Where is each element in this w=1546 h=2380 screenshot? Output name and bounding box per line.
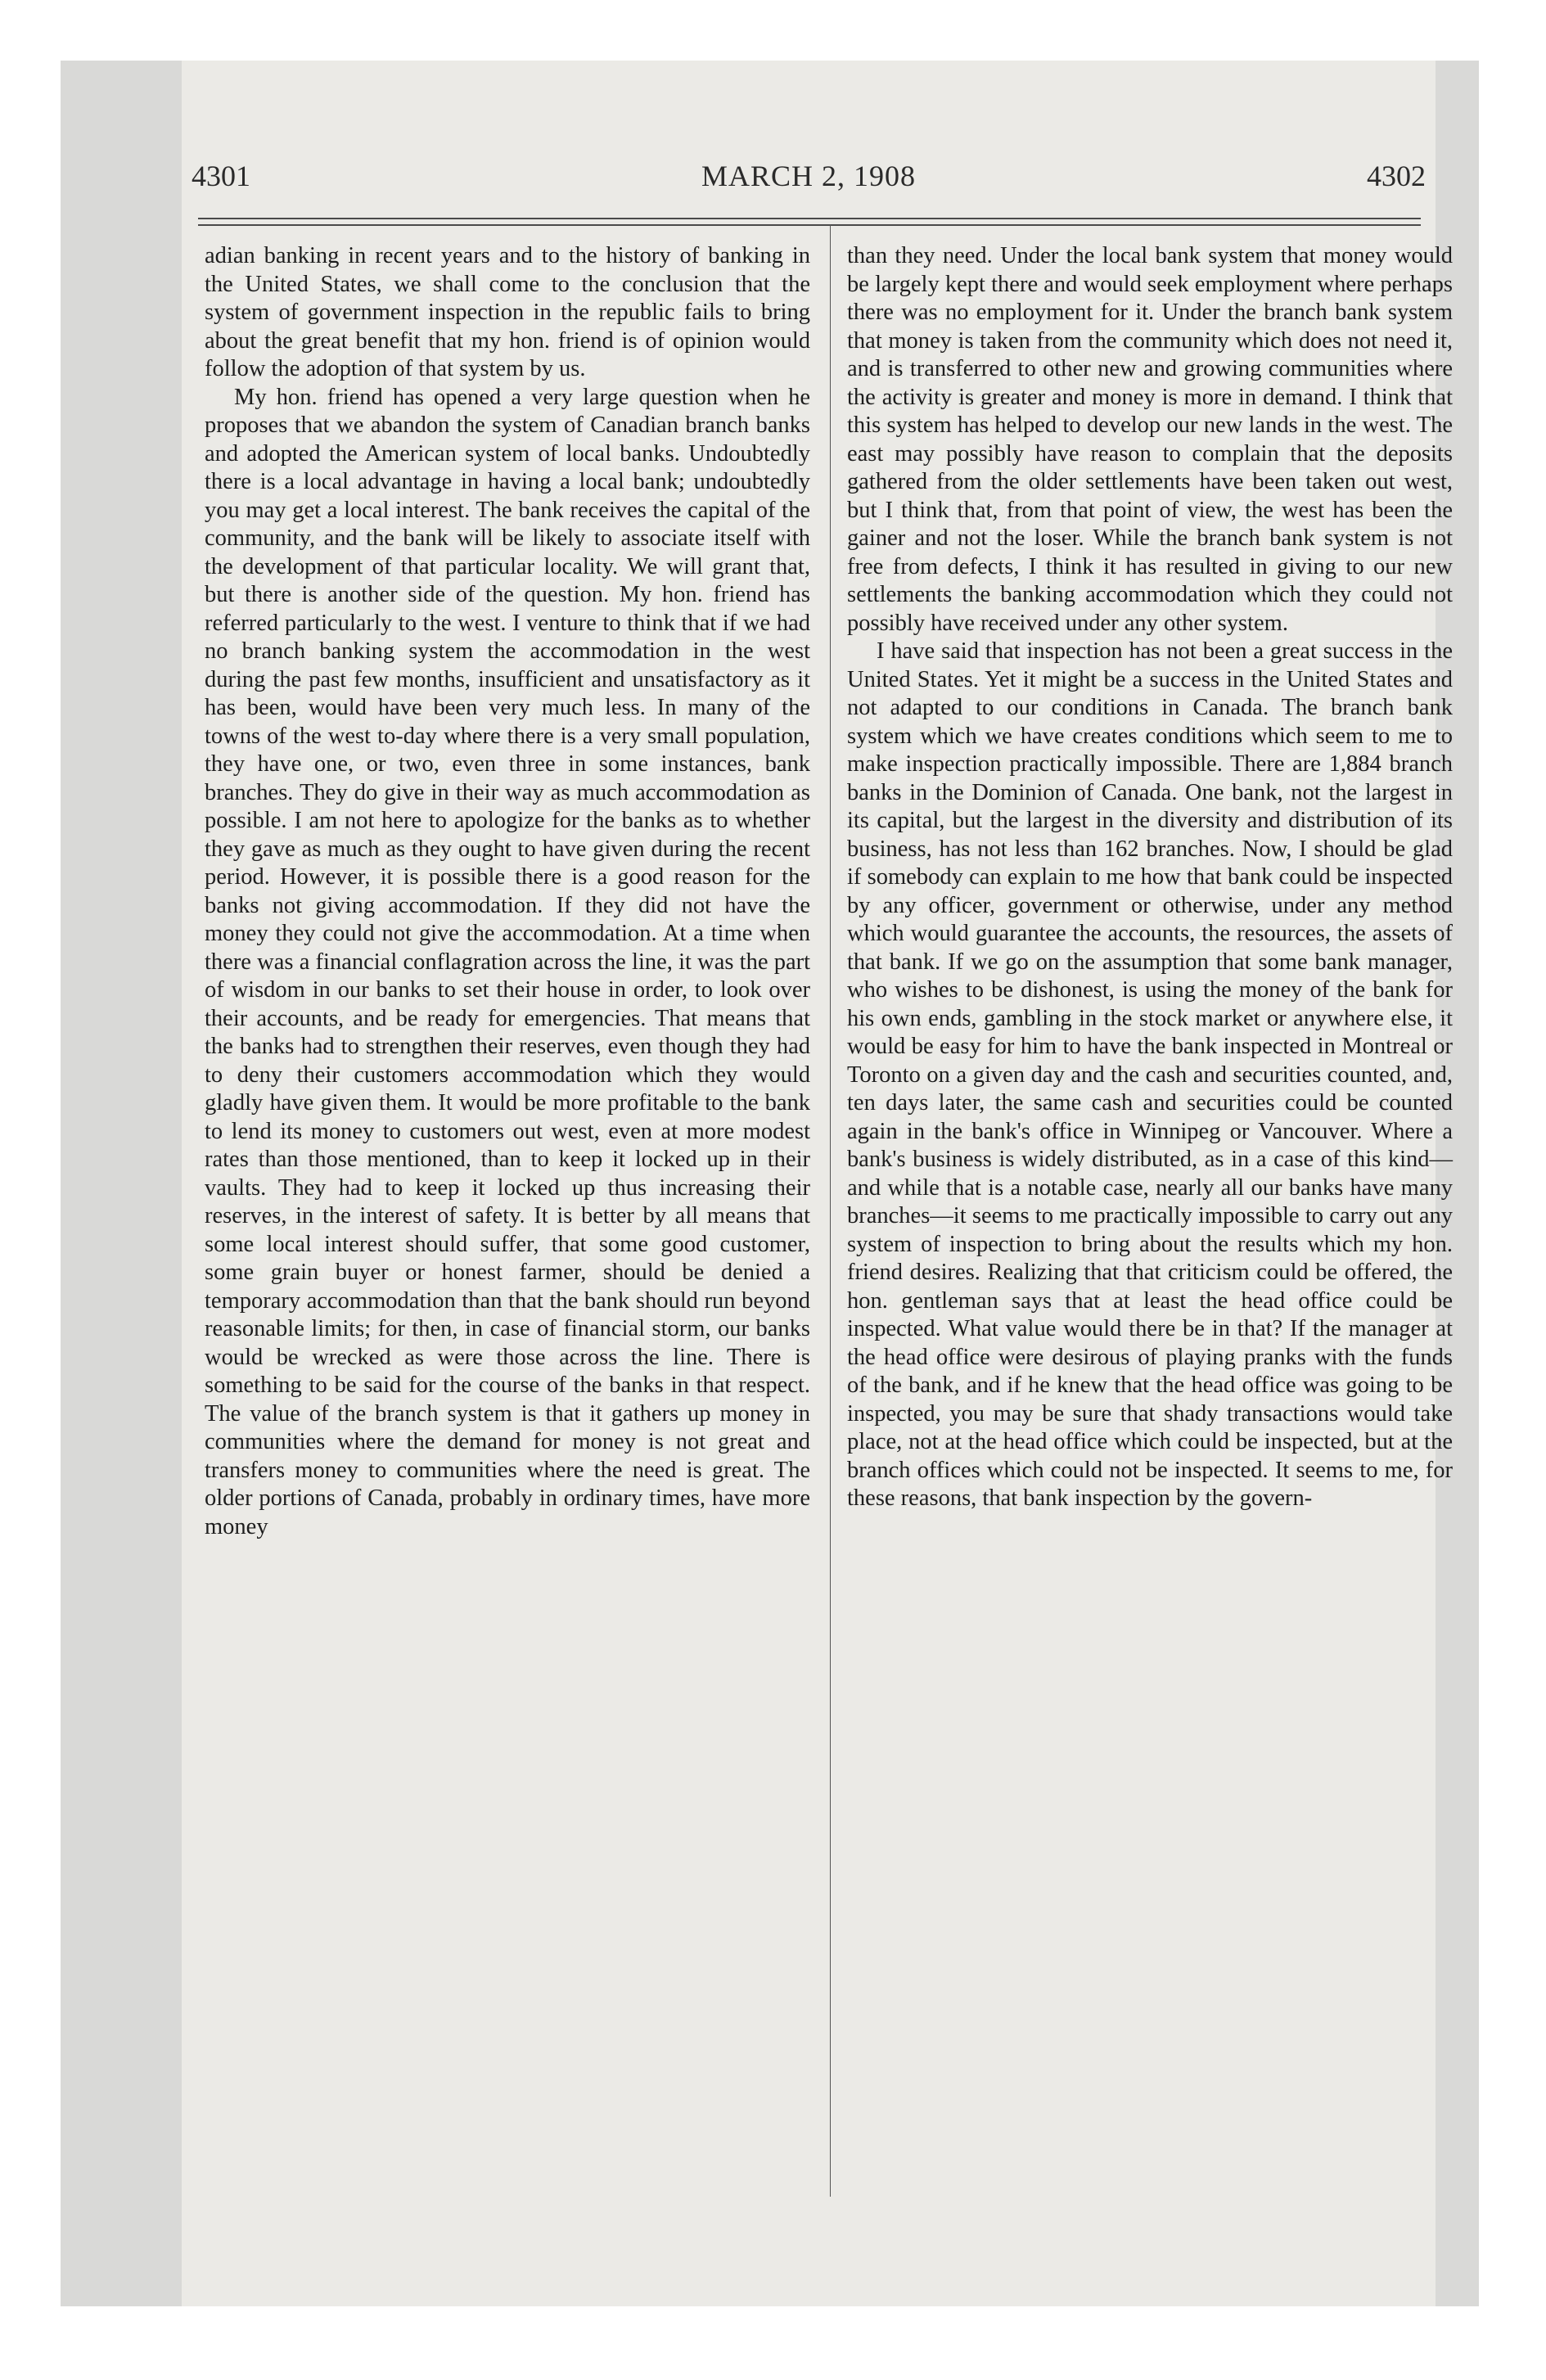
header-rule-bottom	[198, 224, 1421, 226]
running-head-date: MARCH 2, 1908	[701, 160, 917, 192]
right-column	[847, 242, 1453, 1513]
page-header	[182, 159, 1436, 208]
header-rule-top	[198, 218, 1421, 219]
paragraph: My hon. friend has opened a very large question when he proposes that we abandon the system of Canadian branch banks and adopted the American system of local banks. Undoubtedly there is a local advantage in having a local bank; undoubtedly you may get a local interest. The bank receives the capital of the community, and the bank will be likely to associate itself with the development of that particular locality. We will grant that, but there is another side of the question. My hon. friend has referred particularly to the west. I venture to think that if we had no branch banking system the accommodation in the west during the past few months, insufficient and unsatisfactory as it has been, would have been very much less. In many of the towns of the west to-day where there is a very small population, they have one, or two, even three in some instances, bank branches. They do give in their way as much accommodation as possible. I am not here to apologize for the banks as to whether they gave as much as they ought to have given during the recent period. However, it is possible there is a good reason for the banks not giving accommodation. If they did not have the money they could not give the accommodation. At a time when there was a financial conflagration across the line, it was the part of wisdom in our banks to set their house in order, to look over their accounts, and be ready for emergencies. That means that the banks had to strengthen their reserves, even though they had to deny their customers accommodation which they would gladly have given them. It would be more profitable to the bank to lend its money to customers out west, even at more modest rates than those mentioned, than to keep it locked up in their vaults. They had to keep it locked up thus increasing their reserves, in the interest of safety. It is better by all means that some local interest should suffer, that some good customer, some grain buyer or honest farmer, should be denied a temporary accommodation than that the bank should run beyond reasonable limits; for then, in case of financial storm, our banks would be wrecked as were those across the line. There is something to be said for the course of the banks in that respect. The value of the branch system is that it gathers up money in communities where the demand for money is not great and transfers money to communities where the need is great. The older portions of Canada, probably in ordinary times, have more money	[205, 384, 810, 1539]
paragraph: adian banking in recent years and to the history of banking in the United States, we shall come to the conclusion that the system of government inspection in the republic fails to bring about the great benefit that my hon. friend is of opinion would follow the adoption of that system by us.	[205, 243, 810, 381]
column-divider	[830, 224, 831, 2197]
page-number-right: 4302	[1367, 160, 1426, 192]
paragraph: than they need. Under the local bank system that money would be largely kept there and would seek employment where perhaps there was no employment for it. Under the branch bank system that money is taken from the community which does not need it, and is transferred to other new and growing communities where the activity is greater and money is more in demand. I think that this system has helped to develop our new lands in the west. The east may possibly have reason to complain that the deposits gathered from the older settlements have been taken out west, but I think that, from that point of view, the west has been the gainer and not the loser. While the branch bank system is not free from defects, I think it has resulted in giving to our new settlements the banking accommodation which they could not possibly have received under any other system.	[847, 243, 1453, 636]
hansard-page	[182, 61, 1453, 2306]
scan-border	[61, 61, 1479, 2306]
page-number-left: 4301	[192, 160, 250, 192]
paragraph: I have said that inspection has not been a great success in the United States. Yet it might be a success in the United States and not adapted to our conditions in Canada. The branch bank system which we have creates conditions which seem to me to make inspection practically impossible. There are 1,884 branch banks in the Dominion of Canada. One bank, not the largest in its capital, but the largest in the diversity and distribution of its business, has not less than 162 branches. Now, I should be glad if somebody can explain to me how that bank could be inspected by any officer, government or otherwise, under any method which would guarantee the accounts, the resources, the assets of that bank. If we go on the assumption that some bank manager, who wishes to be dishonest, is using the money of the bank for his own ends, gambling in the stock market or anywhere else, it would be easy for him to have the bank inspected in Montreal or Toronto on a given day and the cash and securities counted, and, ten days later, the same cash and securities could be counted again in the bank's office in Winnipeg or Vancouver. Where a bank's business is widely distributed, as in a case of this kind—and while that is a notable case, nearly all our banks have many branches—it seems to me practically impossible to carry out any system of inspection to bring about the results which my hon. friend desires. Realizing that that criticism could be offered, the hon. gentleman says that at least the head office could be inspected. What value would there be in that? If the manager at the head office were desirous of playing pranks with the funds of the bank, and if he knew that the head office was going to be inspected, you may be sure that shady transactions would take place, not at the head office which could be inspected, but at the branch offices which could not be inspected. It seems to me, for these reasons, that bank inspection by the govern-	[847, 638, 1453, 1511]
left-column	[205, 242, 810, 1541]
